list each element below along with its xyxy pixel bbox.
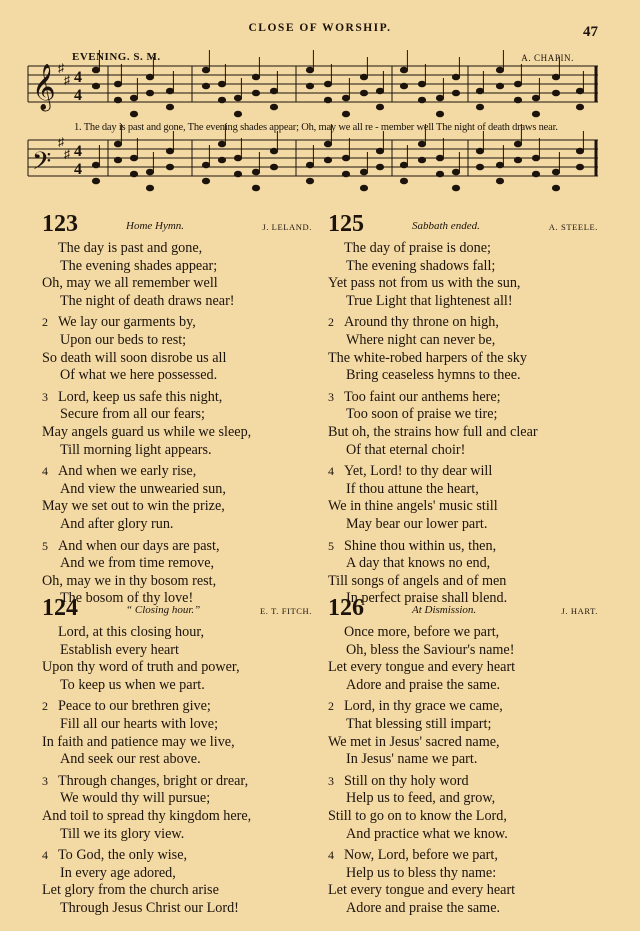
verse-line-text: Peace to our brethren give; xyxy=(58,698,211,715)
hymn-author: J. LELAND. xyxy=(262,222,312,232)
stanza xyxy=(42,240,312,310)
stanza-number: 4 xyxy=(328,464,334,479)
note-head xyxy=(306,83,313,89)
note-head xyxy=(130,171,137,177)
verse-line xyxy=(42,847,312,865)
time-signature: 4 xyxy=(74,87,82,104)
verse-line: Help us to bless thy name: xyxy=(346,864,497,881)
note-head xyxy=(376,148,383,154)
verse-line: The white-robed harpers of the sky xyxy=(328,349,527,366)
stanza xyxy=(328,240,598,310)
note-head xyxy=(418,97,425,103)
verse-line-text: And when we early rise, xyxy=(58,463,197,480)
verse-line: Oh, bless the Saviour's name! xyxy=(346,641,515,658)
note-head xyxy=(114,141,121,147)
verse-line xyxy=(328,698,598,716)
verse-line-text: Yet, Lord! to thy dear will xyxy=(344,463,493,480)
verse-line-text: Now, Lord, before we part, xyxy=(344,847,498,864)
note-head xyxy=(324,157,331,163)
verse-line-text: And when our days are past, xyxy=(58,537,220,554)
note-head xyxy=(400,162,407,168)
verse-line: That blessing still impart; xyxy=(346,715,492,732)
stanza-number: 5 xyxy=(42,538,48,553)
verse-line: Yet pass not from us with the sun, xyxy=(328,275,521,292)
note-head xyxy=(146,169,153,175)
note-head xyxy=(418,157,425,163)
verse-line-text: To God, the only wise, xyxy=(58,847,188,864)
stanza xyxy=(328,847,598,917)
note-head xyxy=(552,185,559,191)
note-head xyxy=(342,95,349,101)
verse-line: Still to go on to know the Lord, xyxy=(328,807,507,824)
note-head xyxy=(234,95,241,101)
hymn-header xyxy=(328,212,598,240)
note-head xyxy=(452,185,459,191)
verse-line: We met in Jesus' sacred name, xyxy=(328,733,500,750)
note-head xyxy=(496,67,503,73)
stanza xyxy=(328,389,598,459)
verse-line: Let glory from the church arise xyxy=(42,882,219,899)
note-head xyxy=(234,171,241,177)
note-head xyxy=(496,83,503,89)
verse-line-text: The day is past and gone, xyxy=(58,240,203,256)
hymn-124 xyxy=(42,596,312,922)
hymn-title: Sabbath ended. xyxy=(412,220,480,232)
note-head xyxy=(436,111,443,117)
note-head xyxy=(218,81,225,87)
hymn-header xyxy=(42,212,312,240)
verse-line: The evening shadows fall; xyxy=(346,257,496,274)
stanza xyxy=(328,463,598,533)
note-head xyxy=(324,81,331,87)
verse-line: And toil to spread thy kingdom here, xyxy=(42,807,252,824)
stanza xyxy=(42,624,312,694)
stanza-number: 2 xyxy=(328,699,334,714)
verse-line: Bring ceaseless hymns to thee. xyxy=(346,367,521,384)
hymn-126 xyxy=(328,596,598,922)
verse-line-text: Lord, at this closing hour, xyxy=(58,624,205,640)
note-head xyxy=(202,178,209,184)
verse-line: The night of death draws near! xyxy=(60,292,235,309)
verse-line xyxy=(328,624,598,642)
verse-line: The evening shades appear; xyxy=(60,257,218,274)
stanza-number: 4 xyxy=(328,848,334,863)
note-head xyxy=(166,148,173,154)
note-head xyxy=(130,95,137,101)
verse-line: Secure from all our fears; xyxy=(60,406,205,423)
tune-composer: A. CHAPIN. xyxy=(521,53,574,63)
verse-line: Till we its glory view. xyxy=(60,825,185,842)
note-head xyxy=(400,67,407,73)
stanza-number: 3 xyxy=(42,389,48,404)
verse-line: Adore and praise the same. xyxy=(346,676,501,693)
verse-line xyxy=(42,698,312,716)
stanza xyxy=(328,698,598,768)
hymn-header xyxy=(328,596,598,624)
stanza-number: 2 xyxy=(42,315,48,330)
hymn-title: Home Hymn. xyxy=(126,220,185,232)
note-head xyxy=(130,155,137,161)
verse-line: And after glory run. xyxy=(60,515,174,532)
stanza-number: 4 xyxy=(42,464,48,479)
verse-line: The bosom of thy love! xyxy=(60,590,194,607)
bass-clef-icon: 𝄢 xyxy=(32,147,52,182)
hymn-123 xyxy=(42,212,312,612)
verse-line: In every age adored, xyxy=(60,864,176,881)
verse-line xyxy=(328,538,598,556)
verse-line: Let every tongue and every heart xyxy=(328,659,516,676)
verse-line-text: Shine thou within us, then, xyxy=(344,537,497,554)
verse-line xyxy=(328,389,598,407)
verse-line xyxy=(328,240,598,258)
note-head xyxy=(418,81,425,87)
note-head xyxy=(376,104,383,110)
hymn-author: A. STEELE. xyxy=(548,222,598,232)
note-head xyxy=(270,164,277,170)
sharp-icon: ♯ xyxy=(64,73,70,87)
note-head xyxy=(342,171,349,177)
verse-line: A day that knows no end, xyxy=(346,555,491,572)
note-head xyxy=(114,157,121,163)
verse-line: In faith and patience may we live, xyxy=(42,733,235,750)
time-signature: 4 xyxy=(74,143,82,160)
note-head xyxy=(146,74,153,80)
stanza xyxy=(42,698,312,768)
note-head xyxy=(476,148,483,154)
verse-line: And view the unwearied sun, xyxy=(60,480,226,497)
note-head xyxy=(418,141,425,147)
note-head xyxy=(218,97,225,103)
verse-line xyxy=(328,847,598,865)
hymn-header xyxy=(42,596,312,624)
note-head xyxy=(436,95,443,101)
stanza-number: 3 xyxy=(328,773,334,788)
verse-line: Of that eternal choir! xyxy=(346,441,466,458)
verse-line xyxy=(328,463,598,481)
sharp-icon: ♯ xyxy=(64,147,70,161)
note-head xyxy=(202,162,209,168)
verse-line: Let every tongue and every heart xyxy=(328,882,516,899)
sharp-icon: ♯ xyxy=(58,135,64,149)
stanza-number: 3 xyxy=(42,773,48,788)
verse-line: True Light that lightenest all! xyxy=(346,292,513,309)
page-number: 47 xyxy=(583,24,598,40)
verse-line: And practice what we know. xyxy=(346,825,508,842)
note-head xyxy=(514,81,521,87)
verse-line: Oh, may we all remember well xyxy=(42,275,218,292)
running-title: CLOSE OF WORSHIP. xyxy=(248,22,392,34)
verse-line-text: Too faint our anthems here; xyxy=(344,388,501,405)
music-score xyxy=(0,0,640,210)
note-head xyxy=(552,90,559,96)
note-head xyxy=(324,97,331,103)
stanza xyxy=(328,624,598,694)
verse-line: May angels guard us while we sleep, xyxy=(42,423,252,440)
verse-line: May we set out to win the prize, xyxy=(42,498,225,515)
verse-line xyxy=(42,240,312,258)
note-head xyxy=(114,81,121,87)
stanza-number: 2 xyxy=(42,699,48,714)
verse-line: Till songs of angels and of men xyxy=(328,572,507,589)
note-head xyxy=(202,83,209,89)
note-head xyxy=(376,164,383,170)
note-head xyxy=(306,162,313,168)
stanza xyxy=(328,314,598,384)
note-head xyxy=(218,141,225,147)
verse-line xyxy=(328,314,598,332)
note-head xyxy=(92,178,99,184)
note-head xyxy=(376,88,383,94)
note-head xyxy=(114,97,121,103)
note-head xyxy=(476,164,483,170)
note-head xyxy=(166,164,173,170)
verse-line: Upon our beds to rest; xyxy=(60,331,187,348)
verse-line xyxy=(42,463,312,481)
note-head xyxy=(92,162,99,168)
hymn-title: “ Closing hour.” xyxy=(126,604,201,616)
note-head xyxy=(576,148,583,154)
note-head xyxy=(342,111,349,117)
note-head xyxy=(532,155,539,161)
note-head xyxy=(514,157,521,163)
verse-line xyxy=(42,314,312,332)
note-head xyxy=(252,169,259,175)
note-head xyxy=(252,74,259,80)
stanza-number: 5 xyxy=(328,538,334,553)
verse-line-text: The day of praise is done; xyxy=(344,240,491,256)
note-head xyxy=(324,141,331,147)
verse-line: We in thine angels' music still xyxy=(328,498,498,515)
verse-line xyxy=(42,538,312,556)
verse-line xyxy=(42,624,312,642)
note-head xyxy=(342,155,349,161)
note-head xyxy=(202,67,209,73)
verse-line: Fill all our hearts with love; xyxy=(60,715,219,732)
note-head xyxy=(400,178,407,184)
note-head xyxy=(532,95,539,101)
time-signature: 4 xyxy=(74,69,82,86)
verse-line: Adore and praise the same. xyxy=(346,899,501,916)
verse-line-text: Lord, keep us safe this night, xyxy=(58,388,223,405)
note-head xyxy=(218,157,225,163)
verse-line: In perfect praise shall blend. xyxy=(346,590,508,607)
note-head xyxy=(130,111,137,117)
verse-line: Where night can never be, xyxy=(346,331,496,348)
verse-line xyxy=(328,773,598,791)
hymn-author: E. T. FITCH. xyxy=(260,606,312,616)
note-head xyxy=(166,104,173,110)
stanza xyxy=(328,773,598,843)
note-head xyxy=(306,67,313,73)
hymn-125 xyxy=(328,212,598,612)
verse-line: Establish every heart xyxy=(60,641,179,658)
note-head xyxy=(452,74,459,80)
note-head xyxy=(166,88,173,94)
note-head xyxy=(552,169,559,175)
verse-line: So death will soon disrobe us all xyxy=(42,349,227,366)
note-head xyxy=(270,88,277,94)
verse-line: In Jesus' name we part. xyxy=(346,751,478,768)
verse-line-text: Still on thy holy word xyxy=(344,772,469,789)
note-head xyxy=(360,74,367,80)
note-head xyxy=(360,185,367,191)
verse-line: Of what we here possessed. xyxy=(60,367,218,384)
verse-line-text: Once more, before we part, xyxy=(344,624,500,640)
note-head xyxy=(306,178,313,184)
note-head xyxy=(576,104,583,110)
tune-lyric: 1. The day is past and gone, The evening shades appear; Oh, may we all re - member well The night of death draws near. xyxy=(74,122,558,133)
stanza xyxy=(42,847,312,917)
hymn-number: 123 xyxy=(42,211,78,237)
note-head xyxy=(436,171,443,177)
verse-line: Oh, may we in thy bosom rest, xyxy=(42,572,217,589)
stanza-number: 2 xyxy=(328,315,334,330)
verse-line-text: Around thy throne on high, xyxy=(344,314,499,331)
note-head xyxy=(496,162,503,168)
note-head xyxy=(252,90,259,96)
note-head xyxy=(476,88,483,94)
note-head xyxy=(234,155,241,161)
note-head xyxy=(476,104,483,110)
verse-line: And we from time remove, xyxy=(60,555,215,572)
stanza xyxy=(42,773,312,843)
verse-line: Through Jesus Christ our Lord! xyxy=(60,899,239,916)
verse-line-text: Lord, in thy grace we came, xyxy=(344,698,503,715)
note-head xyxy=(576,164,583,170)
sharp-icon: ♯ xyxy=(58,61,64,75)
verse-line: We would thy will pursue; xyxy=(60,790,211,807)
note-head xyxy=(452,90,459,96)
note-head xyxy=(252,185,259,191)
note-head xyxy=(400,83,407,89)
note-head xyxy=(552,74,559,80)
note-head xyxy=(146,185,153,191)
verse-line xyxy=(42,773,312,791)
verse-line-text: Through changes, bright or drear, xyxy=(58,772,249,789)
verse-line: Upon thy word of truth and power, xyxy=(42,659,240,676)
tune-name: EVENING. S. M. xyxy=(72,51,161,63)
hymn-number: 125 xyxy=(328,211,364,237)
note-head xyxy=(496,178,503,184)
hymn-number: 126 xyxy=(328,595,364,621)
hymn-author: J. HART. xyxy=(561,606,598,616)
note-head xyxy=(532,171,539,177)
verse-line: If thou attune the heart, xyxy=(346,480,479,497)
verse-line: May bear our lower part. xyxy=(346,515,488,532)
note-head xyxy=(514,141,521,147)
note-head xyxy=(270,104,277,110)
note-head xyxy=(452,169,459,175)
hymn-title: At Dismission. xyxy=(412,604,477,616)
verse-line xyxy=(42,389,312,407)
note-head xyxy=(92,83,99,89)
note-head xyxy=(360,169,367,175)
verse-line: To keep us when we part. xyxy=(60,676,205,693)
verse-line: And seek our rest above. xyxy=(60,751,201,768)
verse-line: Help us to feed, and grow, xyxy=(346,790,496,807)
verse-line: Too soon of praise we tire; xyxy=(346,406,498,423)
note-head xyxy=(234,111,241,117)
treble-clef-icon: 𝄞 xyxy=(32,64,56,110)
stanza xyxy=(42,389,312,459)
note-head xyxy=(92,67,99,73)
note-head xyxy=(532,111,539,117)
note-head xyxy=(270,148,277,154)
stanza xyxy=(42,314,312,384)
note-head xyxy=(146,90,153,96)
note-head xyxy=(576,88,583,94)
stanza-number: 3 xyxy=(328,389,334,404)
verse-line: Till morning light appears. xyxy=(60,441,212,458)
stanza-number: 4 xyxy=(42,848,48,863)
note-head xyxy=(436,155,443,161)
note-head xyxy=(360,90,367,96)
note-head xyxy=(514,97,521,103)
time-signature: 4 xyxy=(74,161,82,178)
verse-line-text: We lay our garments by, xyxy=(58,314,196,331)
verse-line: But oh, the strains how full and clear xyxy=(328,423,538,440)
stanza xyxy=(42,463,312,533)
hymn-number: 124 xyxy=(42,595,78,621)
